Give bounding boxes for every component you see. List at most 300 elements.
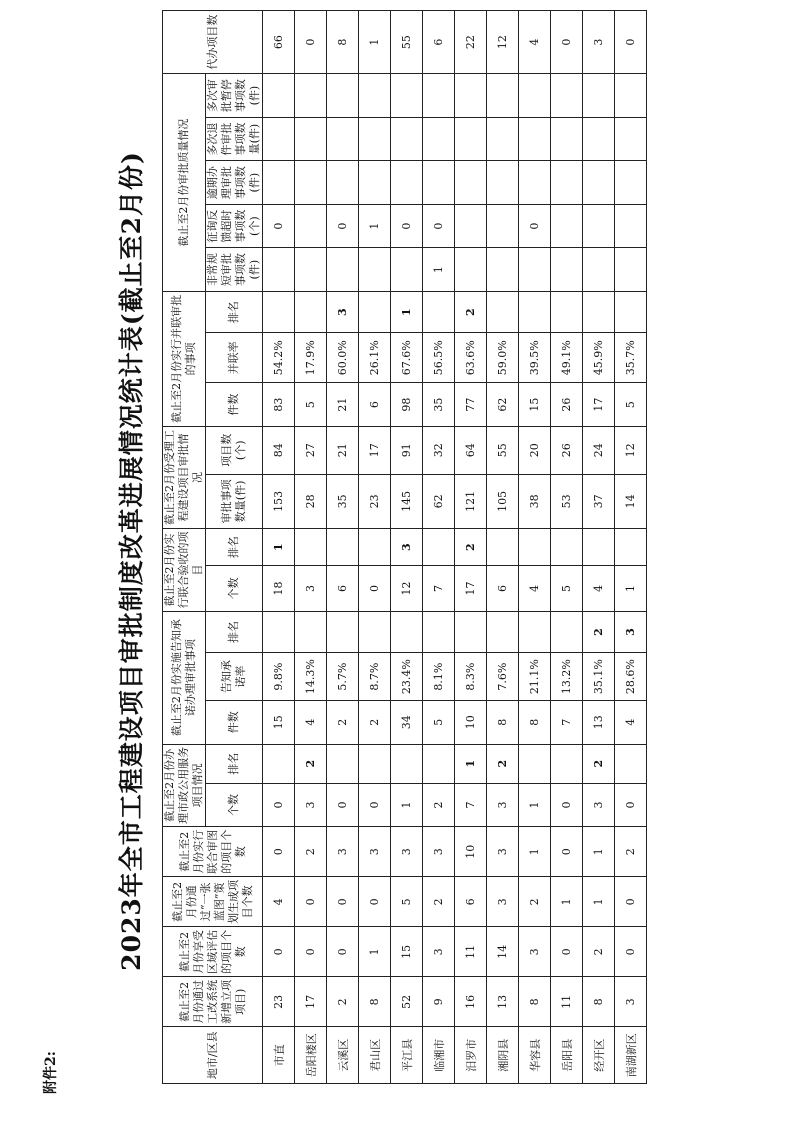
cell-ys-n: 4 (583, 566, 615, 612)
cell-q4 (359, 117, 391, 161)
cell-tz-rate: 35.1% (583, 653, 615, 701)
cell-c3: 0 (615, 877, 647, 927)
cell-sl-items: 14 (615, 474, 647, 528)
cell-pub-r (327, 744, 359, 783)
cell-pub-r (423, 744, 455, 783)
cell-q1 (455, 248, 487, 292)
cell-tz-n: 8 (487, 701, 519, 745)
cell-c4: 3 (327, 827, 359, 877)
cell-bl-n: 26 (551, 383, 583, 427)
cell-sl-proj: 64 (455, 426, 487, 474)
cell-bl-rate: 49.1% (551, 333, 583, 383)
cell-tz-r (327, 611, 359, 652)
cell-c4: 2 (295, 827, 327, 877)
cell-bl-r (423, 291, 455, 332)
cell-q3 (359, 161, 391, 205)
header-sub: 排名 (206, 529, 263, 566)
cell-q1 (487, 248, 519, 292)
cell-bl-n: 98 (391, 383, 423, 427)
cell-tz-r (391, 611, 423, 652)
cell-tz-n: 7 (551, 701, 583, 745)
table-row (295, 11, 327, 1084)
cell-sl-proj: 24 (583, 426, 615, 474)
header-sub: 项目数(个) (206, 426, 263, 474)
cell-sl-proj: 55 (487, 426, 519, 474)
cell-sl-proj: 91 (391, 426, 423, 474)
cell-pub-n: 0 (551, 783, 583, 827)
cell-region: 汨罗市 (455, 1027, 487, 1084)
cell-c2: 3 (423, 927, 455, 977)
cell-q2: 0 (327, 204, 359, 248)
header-new-projects: 截止至2月份通过工改系统新增立项项目) (163, 977, 263, 1027)
table-row (487, 11, 519, 1084)
cell-pub-r (615, 744, 647, 783)
cell-bl-rate: 59.0% (487, 333, 519, 383)
cell-c1: 17 (295, 977, 327, 1027)
cell-q3 (615, 161, 647, 205)
cell-q2: 0 (263, 204, 295, 248)
cell-c2: 1 (359, 927, 391, 977)
cell-q2 (487, 204, 519, 248)
cell-region: 经开区 (583, 1027, 615, 1084)
cell-tz-r (295, 611, 327, 652)
cell-tz-rate: 14.3% (295, 653, 327, 701)
header-regional-assessment: 截止至2月份享受区域评估的项目个数 (163, 927, 263, 977)
cell-c2: 14 (487, 927, 519, 977)
cell-c3: 0 (359, 877, 391, 927)
cell-c1: 52 (391, 977, 423, 1027)
header-public-service: 截止至2月份办理市政公用服务项目情况 (163, 744, 206, 827)
header-sub: 件数 (206, 701, 263, 745)
cell-q5 (359, 74, 391, 118)
cell-pub-r (263, 744, 295, 783)
cell-pub-n: 0 (327, 783, 359, 827)
cell-c3: 0 (327, 877, 359, 927)
cell-ys-r (615, 529, 647, 566)
header-sub: 个数 (206, 783, 263, 827)
cell-c1: 11 (551, 977, 583, 1027)
cell-bl-n: 77 (455, 383, 487, 427)
cell-tz-r (455, 611, 487, 652)
header-quality-sub: 多次审批暂停事项数(件) (206, 74, 263, 118)
cell-bl-rate: 67.6% (391, 333, 423, 383)
cell-q2: 0 (423, 204, 455, 248)
cell-c4: 0 (551, 827, 583, 877)
cell-bl-n: 6 (359, 383, 391, 427)
cell-tz-rate: 9.8% (263, 653, 295, 701)
cell-q5 (583, 74, 615, 118)
cell-q1 (615, 248, 647, 292)
cell-pub-r (359, 744, 391, 783)
cell-sl-items: 121 (455, 474, 487, 528)
header-sub: 并联率 (206, 333, 263, 383)
cell-sl-proj: 32 (423, 426, 455, 474)
cell-pub-r (519, 744, 551, 783)
header-region: 地市/区县 (163, 1027, 263, 1084)
cell-c4: 3 (423, 827, 455, 877)
cell-agent: 3 (583, 11, 615, 74)
cell-ys-n: 5 (551, 566, 583, 612)
cell-q5 (295, 74, 327, 118)
cell-sl-proj: 12 (615, 426, 647, 474)
cell-c4: 1 (583, 827, 615, 877)
cell-q3 (423, 161, 455, 205)
cell-c1: 16 (455, 977, 487, 1027)
cell-tz-n: 13 (583, 701, 615, 745)
cell-agent: 55 (391, 11, 423, 74)
cell-bl-r (359, 291, 391, 332)
cell-region: 湘阴县 (487, 1027, 519, 1084)
cell-c4: 3 (391, 827, 423, 877)
cell-c3: 1 (551, 877, 583, 927)
cell-c2: 11 (455, 927, 487, 977)
cell-region: 南湖新区 (615, 1027, 647, 1084)
cell-c2: 0 (615, 927, 647, 977)
cell-sl-items: 37 (583, 474, 615, 528)
table-row (551, 11, 583, 1084)
cell-q4 (295, 117, 327, 161)
cell-sl-items: 53 (551, 474, 583, 528)
table-row (615, 11, 647, 1084)
table-row (583, 11, 615, 1084)
cell-pub-n: 0 (263, 783, 295, 827)
cell-agent: 66 (263, 11, 295, 74)
cell-q3 (327, 161, 359, 205)
cell-ys-r: 3 (391, 529, 423, 566)
cell-q3 (391, 161, 423, 205)
cell-ys-r: 1 (263, 529, 295, 566)
cell-agent: 22 (455, 11, 487, 74)
cell-q3 (583, 161, 615, 205)
cell-q4 (263, 117, 295, 161)
cell-ys-r (583, 529, 615, 566)
cell-pub-n: 3 (295, 783, 327, 827)
header-sub: 个数 (206, 566, 263, 612)
cell-c2: 0 (295, 927, 327, 977)
page-title: 2023年全市工程建设项目审批制度改革进展情况统计表(截止至2月份) (117, 151, 146, 971)
cell-tz-rate: 8.1% (423, 653, 455, 701)
cell-q4 (327, 117, 359, 161)
cell-sl-proj: 21 (327, 426, 359, 474)
cell-tz-r: 3 (615, 611, 647, 652)
cell-ys-r (551, 529, 583, 566)
cell-q5 (551, 74, 583, 118)
cell-pub-n: 2 (423, 783, 455, 827)
cell-c1: 8 (519, 977, 551, 1027)
cell-q5 (263, 74, 295, 118)
cell-c2: 0 (327, 927, 359, 977)
cell-region: 岳阳县 (551, 1027, 583, 1084)
attachment-label: 附件2: (43, 1051, 59, 1094)
cell-bl-n: 5 (615, 383, 647, 427)
cell-c4: 1 (519, 827, 551, 877)
cell-q2: 0 (519, 204, 551, 248)
cell-q1 (295, 248, 327, 292)
cell-tz-n: 34 (391, 701, 423, 745)
cell-sl-items: 105 (487, 474, 519, 528)
cell-c1: 3 (615, 977, 647, 1027)
cell-q3 (551, 161, 583, 205)
header-sub: 件数 (206, 383, 263, 427)
cell-agent: 0 (551, 11, 583, 74)
cell-tz-n: 5 (423, 701, 455, 745)
cell-q3 (487, 161, 519, 205)
cell-bl-r: 3 (327, 291, 359, 332)
cell-tz-n: 4 (295, 701, 327, 745)
header-agent: 代办项目数 (163, 11, 263, 74)
cell-agent: 0 (295, 11, 327, 74)
cell-bl-r (551, 291, 583, 332)
cell-pub-n: 1 (391, 783, 423, 827)
cell-pub-r (551, 744, 583, 783)
cell-bl-rate: 54.2% (263, 333, 295, 383)
cell-bl-r: 1 (391, 291, 423, 332)
cell-bl-rate: 45.9% (583, 333, 615, 383)
cell-c1: 13 (487, 977, 519, 1027)
cell-bl-rate: 56.5% (423, 333, 455, 383)
cell-q2 (583, 204, 615, 248)
table-row (455, 11, 487, 1084)
cell-region: 岳阳楼区 (295, 1027, 327, 1084)
cell-c1: 23 (263, 977, 295, 1027)
table-row (391, 11, 423, 1084)
cell-bl-r (583, 291, 615, 332)
cell-q4 (423, 117, 455, 161)
cell-pub-n: 3 (583, 783, 615, 827)
header-quality-sub: 征询反馈超时事项数(个) (206, 204, 263, 248)
cell-bl-r (615, 291, 647, 332)
cell-sl-items: 62 (423, 474, 455, 528)
cell-sl-proj: 26 (551, 426, 583, 474)
cell-q5 (455, 74, 487, 118)
cell-sl-proj: 84 (263, 426, 295, 474)
cell-q4 (519, 117, 551, 161)
cell-bl-n: 62 (487, 383, 519, 427)
cell-c3: 6 (455, 877, 487, 927)
cell-ys-n: 4 (519, 566, 551, 612)
cell-bl-rate: 17.9% (295, 333, 327, 383)
cell-bl-r (295, 291, 327, 332)
cell-ys-r (423, 529, 455, 566)
cell-c3: 5 (391, 877, 423, 927)
cell-agent: 6 (423, 11, 455, 74)
cell-q5 (519, 74, 551, 118)
cell-sl-items: 23 (359, 474, 391, 528)
cell-tz-r (263, 611, 295, 652)
header-quality: 截止至2月份审批质量情况 (163, 74, 206, 292)
cell-bl-n: 35 (423, 383, 455, 427)
cell-tz-rate: 13.2% (551, 653, 583, 701)
cell-agent: 12 (487, 11, 519, 74)
cell-c4: 3 (487, 827, 519, 877)
cell-bl-r (487, 291, 519, 332)
cell-c3: 1 (583, 877, 615, 927)
cell-pub-r (391, 744, 423, 783)
cell-tz-n: 15 (263, 701, 295, 745)
cell-tz-n: 4 (615, 701, 647, 745)
cell-c1: 9 (423, 977, 455, 1027)
cell-c3: 2 (423, 877, 455, 927)
cell-q2: 0 (391, 204, 423, 248)
cell-q4 (615, 117, 647, 161)
cell-tz-rate: 5.7% (327, 653, 359, 701)
cell-agent: 1 (359, 11, 391, 74)
cell-q3 (263, 161, 295, 205)
cell-ys-n: 1 (615, 566, 647, 612)
cell-q1 (519, 248, 551, 292)
cell-q2: 1 (359, 204, 391, 248)
cell-sl-items: 145 (391, 474, 423, 528)
cell-tz-r (519, 611, 551, 652)
cell-c1: 2 (327, 977, 359, 1027)
header-accepted: 截止至2月份受理工程建设项目审批情况 (163, 426, 206, 528)
cell-pub-r: 2 (583, 744, 615, 783)
cell-tz-n: 10 (455, 701, 487, 745)
cell-ys-n: 0 (359, 566, 391, 612)
cell-q1 (583, 248, 615, 292)
header-quality-sub: 逾期办理审批事项数(件) (206, 161, 263, 205)
cell-tz-rate: 28.6% (615, 653, 647, 701)
cell-tz-r: 2 (583, 611, 615, 652)
cell-q1 (391, 248, 423, 292)
cell-region: 华容县 (519, 1027, 551, 1084)
cell-agent: 0 (615, 11, 647, 74)
cell-agent: 8 (327, 11, 359, 74)
cell-sl-proj: 20 (519, 426, 551, 474)
cell-c4: 10 (455, 827, 487, 877)
cell-tz-n: 2 (327, 701, 359, 745)
cell-bl-n: 15 (519, 383, 551, 427)
cell-q3 (295, 161, 327, 205)
cell-tz-n: 8 (519, 701, 551, 745)
cell-c2: 2 (583, 927, 615, 977)
cell-ys-r: 2 (455, 529, 487, 566)
cell-ys-n: 7 (423, 566, 455, 612)
cell-ys-r (519, 529, 551, 566)
cell-ys-n: 12 (391, 566, 423, 612)
cell-ys-n: 3 (295, 566, 327, 612)
cell-q1 (359, 248, 391, 292)
cell-q5 (423, 74, 455, 118)
cell-ys-r (327, 529, 359, 566)
table-row (327, 11, 359, 1084)
cell-tz-rate: 23.4% (391, 653, 423, 701)
cell-q2 (455, 204, 487, 248)
cell-region: 临湘市 (423, 1027, 455, 1084)
cell-c3: 0 (295, 877, 327, 927)
cell-bl-r (519, 291, 551, 332)
cell-bl-rate: 35.7% (615, 333, 647, 383)
cell-c1: 8 (583, 977, 615, 1027)
cell-tz-rate: 21.1% (519, 653, 551, 701)
cell-pub-r: 2 (295, 744, 327, 783)
cell-tz-rate: 8.7% (359, 653, 391, 701)
header-sub: 排名 (206, 611, 263, 652)
cell-region: 君山区 (359, 1027, 391, 1084)
cell-ys-r (295, 529, 327, 566)
cell-q4 (391, 117, 423, 161)
cell-tz-n: 2 (359, 701, 391, 745)
cell-bl-n: 5 (295, 383, 327, 427)
cell-q5 (391, 74, 423, 118)
header-joint-acceptance: 截止至2月份实行联合验收的项目 (163, 529, 206, 612)
cell-q2 (551, 204, 583, 248)
cell-q3 (455, 161, 487, 205)
cell-c2: 0 (551, 927, 583, 977)
cell-bl-rate: 39.5% (519, 333, 551, 383)
cell-region: 平江县 (391, 1027, 423, 1084)
cell-bl-rate: 26.1% (359, 333, 391, 383)
table-row (263, 11, 295, 1084)
cell-sl-items: 28 (295, 474, 327, 528)
cell-q4 (583, 117, 615, 161)
cell-pub-n: 3 (487, 783, 519, 827)
cell-agent: 4 (519, 11, 551, 74)
cell-q2 (295, 204, 327, 248)
header-sub: 排名 (206, 744, 263, 783)
cell-q3 (519, 161, 551, 205)
cell-c2: 3 (519, 927, 551, 977)
cell-region: 市直 (263, 1027, 295, 1084)
cell-q1 (263, 248, 295, 292)
cell-bl-rate: 63.6% (455, 333, 487, 383)
cell-ys-r (359, 529, 391, 566)
cell-c2: 0 (263, 927, 295, 977)
table-row (519, 11, 551, 1084)
table-body (263, 11, 647, 1084)
cell-pub-n: 1 (519, 783, 551, 827)
cell-sl-items: 35 (327, 474, 359, 528)
cell-ys-n: 18 (263, 566, 295, 612)
cell-q4 (455, 117, 487, 161)
cell-c1: 8 (359, 977, 391, 1027)
cell-c2: 15 (391, 927, 423, 977)
cell-c4: 3 (359, 827, 391, 877)
cell-pub-r: 1 (455, 744, 487, 783)
cell-q1: 1 (423, 248, 455, 292)
cell-tz-rate: 7.6% (487, 653, 519, 701)
cell-q1 (551, 248, 583, 292)
header-quality-sub: 多次退件审批事项数量(件) (206, 117, 263, 161)
header-quality-sub: 非常规短审批事项数(件) (206, 248, 263, 292)
cell-pub-n: 0 (615, 783, 647, 827)
cell-bl-rate: 60.0% (327, 333, 359, 383)
table-row (359, 11, 391, 1084)
cell-tz-r (487, 611, 519, 652)
cell-bl-r: 2 (455, 291, 487, 332)
cell-tz-r (423, 611, 455, 652)
header-sub: 排名 (206, 291, 263, 332)
cell-c3: 3 (487, 877, 519, 927)
cell-tz-r (551, 611, 583, 652)
cell-sl-proj: 27 (295, 426, 327, 474)
cell-q4 (551, 117, 583, 161)
cell-q5 (327, 74, 359, 118)
cell-region: 云溪区 (327, 1027, 359, 1084)
cell-c3: 2 (519, 877, 551, 927)
cell-ys-n: 6 (327, 566, 359, 612)
cell-pub-r: 2 (487, 744, 519, 783)
cell-sl-items: 153 (263, 474, 295, 528)
cell-q1 (327, 248, 359, 292)
cell-pub-n: 7 (455, 783, 487, 827)
cell-tz-rate: 8.3% (455, 653, 487, 701)
cell-ys-n: 6 (487, 566, 519, 612)
cell-bl-r (263, 291, 295, 332)
header-joint-review: 截止至2月份实行联合审图的项目个数 (163, 827, 263, 877)
header-blueprint: 截止至2月份通过“一张蓝图”策划生成项目个数 (163, 877, 263, 927)
cell-ys-r (487, 529, 519, 566)
